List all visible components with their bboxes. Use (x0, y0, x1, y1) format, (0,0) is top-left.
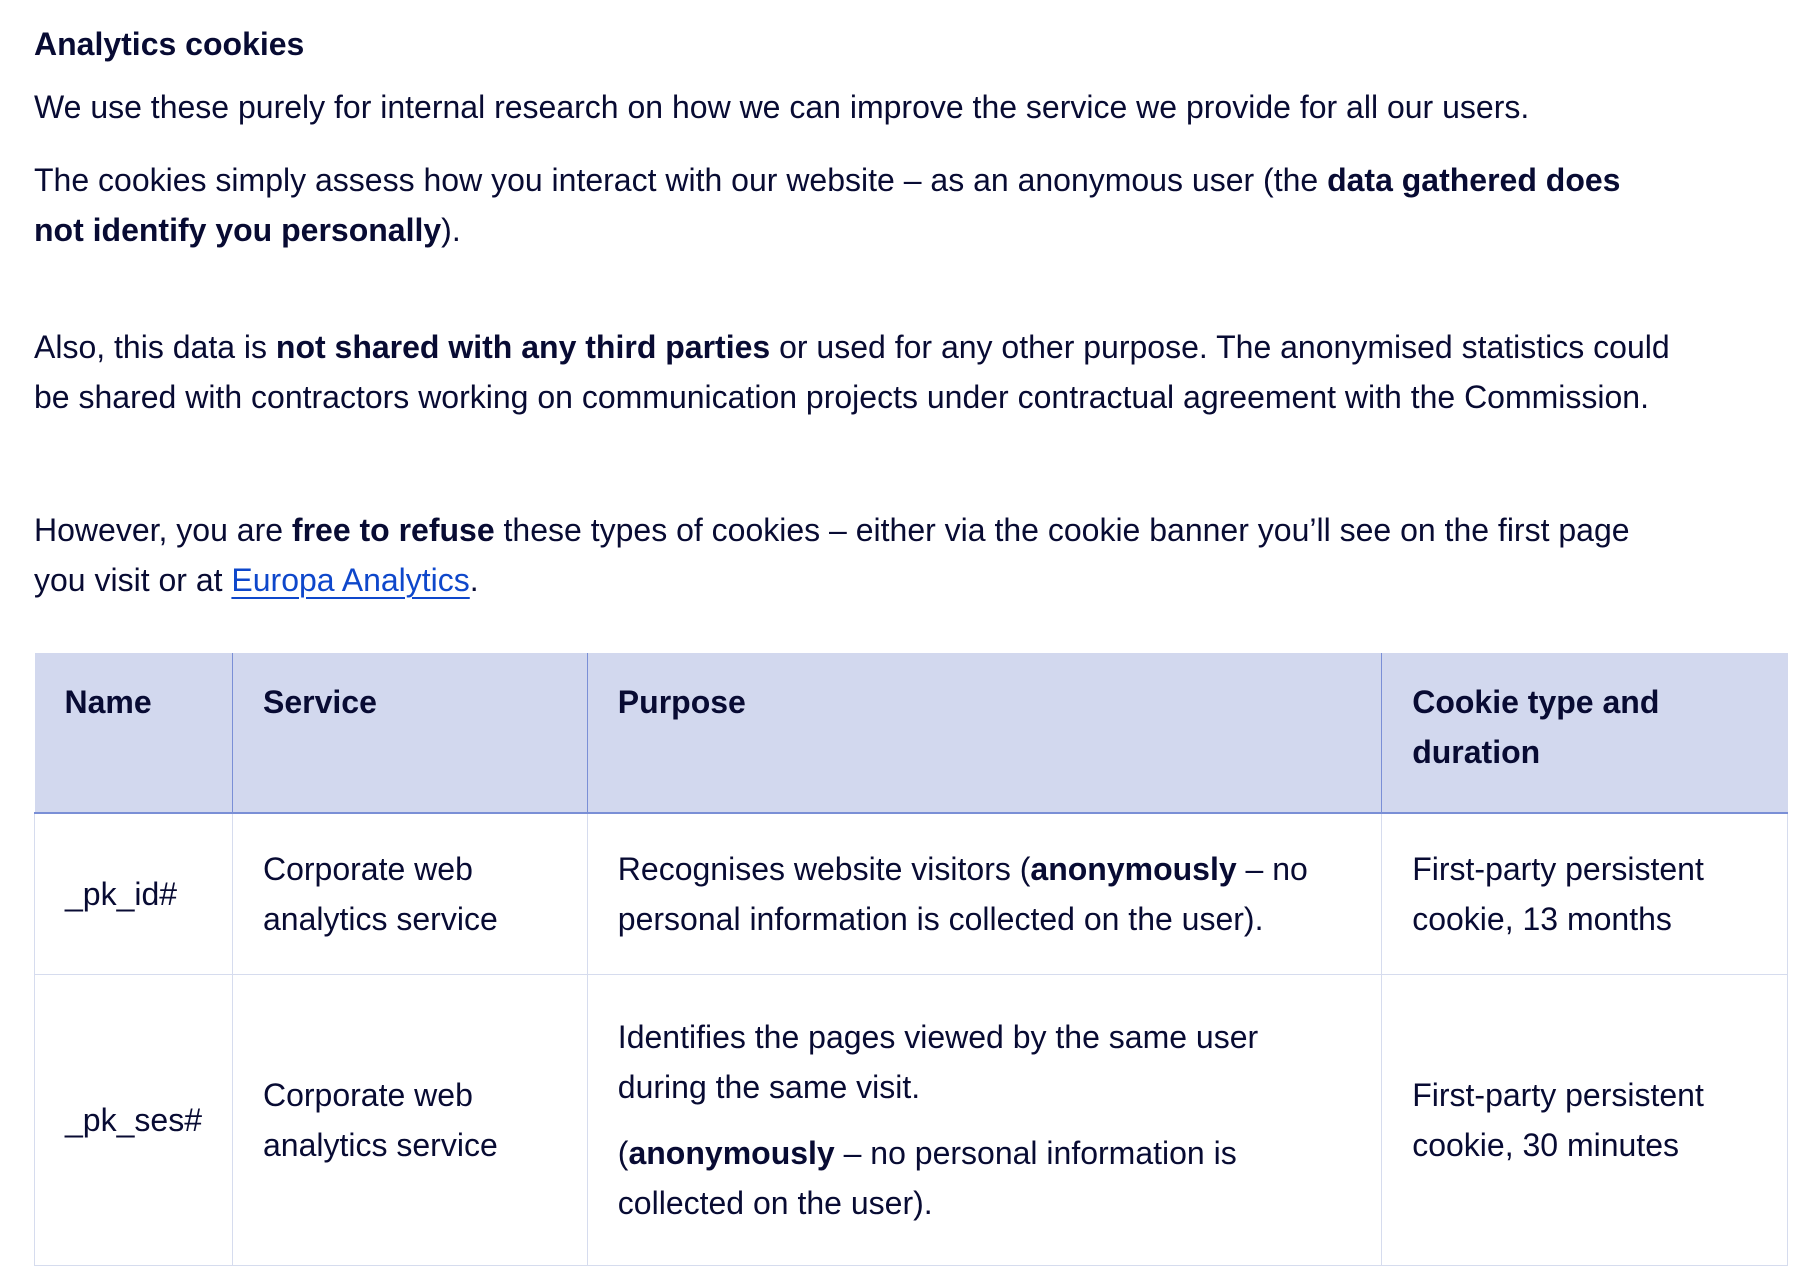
emphasis-text: anonymously (628, 1135, 835, 1171)
table-row (35, 975, 1788, 1266)
europa-analytics-link[interactable]: Europa Analytics (231, 562, 470, 598)
column-header-cookie-type: Cookie type and duration (1382, 653, 1788, 813)
section-title: Analytics cookies (34, 26, 305, 62)
purpose-line: Identifies the pages viewed by the same user during the same visit. (617, 1019, 1259, 1105)
text: ). (441, 212, 461, 248)
text: The cookies simply assess how you interact with our website – as an anonymous user (the (34, 162, 1328, 198)
emphasis-text: anonymously (1030, 851, 1237, 887)
service-cell: Corporate web analytics service (232, 813, 587, 975)
cookie-type-cell: First-party persistent cookie, 30 minutes (1382, 975, 1788, 1266)
text: However, you are (34, 512, 292, 548)
text: – no personal information is collected on the user). (617, 851, 1308, 937)
emphasis-text: data gathered does not identify you personally (34, 162, 1621, 248)
purpose-note (618, 1128, 1351, 1228)
column-header-purpose: Purpose (587, 653, 1381, 813)
anonymity-paragraph (34, 155, 1674, 255)
service-cell: Corporate web analytics service (232, 975, 587, 1266)
text: ( (617, 1135, 629, 1171)
intro-paragraph: We use these purely for internal research on how we can improve the service we provide for all our users. (34, 89, 1530, 125)
table-header-row (35, 653, 1788, 813)
emphasis-text: free to refuse (291, 512, 495, 548)
cookie-type-cell: First-party persistent cookie, 13 months (1382, 813, 1788, 975)
text: these types of cookies – either via the cookie banner you’ll see on the first page you visit or at (34, 512, 1630, 598)
text: . (469, 562, 479, 598)
column-header-name: Name (35, 653, 233, 813)
purpose-cell (587, 975, 1381, 1266)
emphasis-text: not shared with any third parties (275, 329, 771, 365)
cookie-name-cell: _pk_ses# (35, 975, 233, 1266)
text: – no personal information is collected on the user). (617, 1135, 1237, 1221)
purpose-cell (587, 813, 1381, 975)
cookie-name-cell: _pk_id# (35, 813, 233, 975)
sharing-paragraph (34, 322, 1674, 422)
column-header-service: Service (232, 653, 587, 813)
refuse-paragraph (34, 505, 1674, 605)
text: or used for any other purpose. The anonymised statistics could be shared with contractors working on communication projects under contractual agreement with the Commission. (34, 329, 1670, 415)
text: Also, this data is (34, 329, 276, 365)
table-row (35, 813, 1788, 975)
text: Recognises website visitors ( (617, 851, 1031, 887)
cookies-table (34, 653, 1788, 1266)
